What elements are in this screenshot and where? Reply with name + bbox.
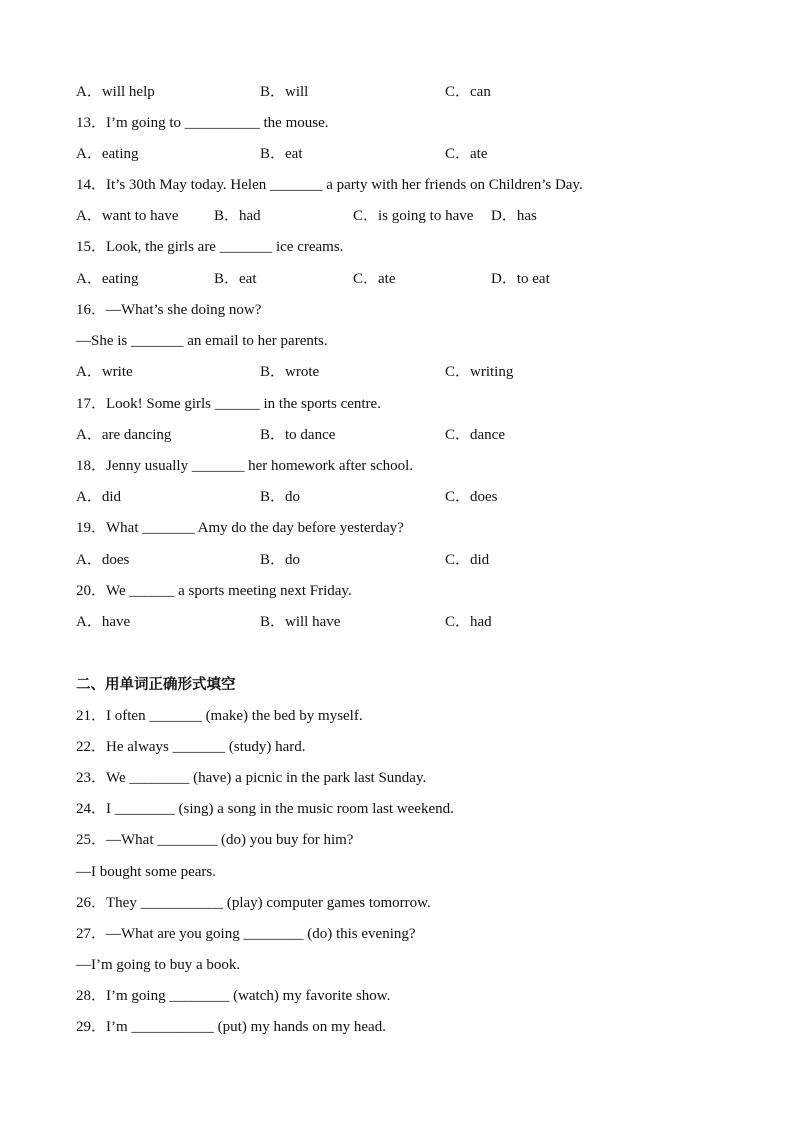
option-a: A．eating bbox=[76, 146, 139, 162]
option-a: A．write bbox=[76, 364, 133, 380]
option-c: C．ate bbox=[353, 271, 396, 287]
question-16-answer-line: —She is _______ an email to her parents. bbox=[76, 333, 328, 349]
option-c: C．had bbox=[445, 614, 492, 630]
option-a: A．eating bbox=[76, 271, 139, 287]
option-c: C．writing bbox=[445, 364, 514, 380]
option-a: A．does bbox=[76, 552, 130, 568]
question-13: 13．I’m going to __________ the mouse. bbox=[76, 115, 329, 131]
question-26: 26．They ___________ (play) computer games tomorrow. bbox=[76, 895, 431, 911]
option-a: A．want to have bbox=[76, 208, 179, 224]
option-c: C．can bbox=[445, 84, 491, 100]
option-b: B．eat bbox=[214, 271, 257, 287]
option-c: C．does bbox=[445, 489, 498, 505]
question-18: 18．Jenny usually _______ her homework after school. bbox=[76, 458, 414, 474]
option-a: A．did bbox=[76, 489, 122, 505]
option-b: B．will bbox=[260, 84, 309, 100]
option-b: B．do bbox=[260, 489, 301, 505]
question-19: 19．What _______ Amy do the day before yesterday? bbox=[76, 520, 404, 536]
option-b: B．do bbox=[260, 552, 301, 568]
question-16: 16．—What’s she doing now? bbox=[76, 302, 262, 318]
question-17: 17．Look! Some girls ______ in the sports centre. bbox=[76, 396, 381, 412]
option-b: B．wrote bbox=[260, 364, 320, 380]
option-b: B．eat bbox=[260, 146, 303, 162]
question-22: 22．He always _______ (study) hard. bbox=[76, 739, 306, 755]
option-a: A．will help bbox=[76, 84, 155, 100]
question-23: 23．We ________ (have) a picnic in the park last Sunday. bbox=[76, 770, 427, 786]
question-20: 20．We ______ a sports meeting next Friday. bbox=[76, 583, 352, 599]
option-c: C．ate bbox=[445, 146, 488, 162]
question-24: 24．I ________ (sing) a song in the music room last weekend. bbox=[76, 801, 454, 817]
option-b: B．to dance bbox=[260, 427, 336, 443]
option-d: D．has bbox=[491, 208, 537, 224]
question-14: 14．It’s 30th May today. Helen _______ a party with her friends on Children’s Day. bbox=[76, 177, 583, 193]
option-c: C．is going to have bbox=[353, 208, 474, 224]
option-c: C．dance bbox=[445, 427, 505, 443]
option-b: B．will have bbox=[260, 614, 341, 630]
option-c: C．did bbox=[445, 552, 490, 568]
question-25: 25．—What ________ (do) you buy for him? bbox=[76, 832, 354, 848]
question-15: 15．Look, the girls are _______ ice creams. bbox=[76, 239, 344, 255]
option-a: A．have bbox=[76, 614, 131, 630]
option-b: B．had bbox=[214, 208, 261, 224]
question-25-answer-line: —I bought some pears. bbox=[76, 864, 216, 880]
option-d: D．to eat bbox=[491, 271, 550, 287]
section-heading: 二、用单词正确形式填空 bbox=[76, 677, 236, 693]
question-29: 29．I’m ___________ (put) my hands on my head. bbox=[76, 1019, 386, 1035]
question-27-answer-line: —I’m going to buy a book. bbox=[76, 957, 241, 973]
question-27: 27．—What are you going ________ (do) this evening? bbox=[76, 926, 416, 942]
question-21: 21．I often _______ (make) the bed by myself. bbox=[76, 708, 363, 724]
question-28: 28．I’m going ________ (watch) my favorite show. bbox=[76, 988, 391, 1004]
option-a: A．are dancing bbox=[76, 427, 172, 443]
